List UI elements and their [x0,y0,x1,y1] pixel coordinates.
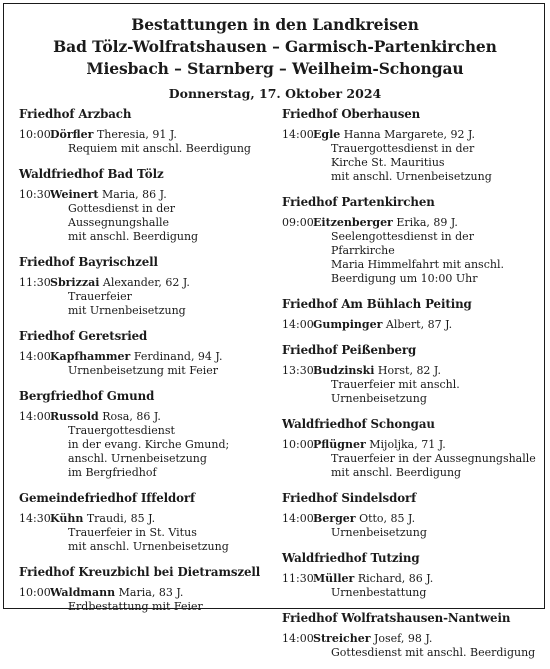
entry-detail-line: Trauerfeier in der Aussegnungshalle [331,452,536,465]
entry-detail-row [282,142,540,156]
entry-body [50,128,271,142]
entry-detail-row [19,216,271,230]
entry-detail-line: anschl. Urnenbeisetzung [68,452,207,465]
entry-surname: Kapfhammer [50,350,131,363]
burial-entry [19,410,271,424]
entry-detail-row [19,142,271,156]
cemetery-name: Bergfriedhof Gmund [19,389,155,403]
entry-detail-line: Trauerfeier [68,290,132,303]
entry-body [313,128,540,142]
cemetery-section [282,341,540,406]
entry-given-name-age: Josef, 98 J. [374,632,433,645]
entry-detail-line: mit anschl. Beerdigung [331,466,462,479]
entry-given-name-age: Otto, 85 J. [359,512,416,525]
entry-body [50,276,271,290]
entry-detail-line: in der evang. Kirche Gmund; [68,438,230,451]
header-title-line-1: Bestattungen in den Landkreisen [131,15,419,34]
entry-surname: Weinert [50,188,99,201]
entry-given-name-age: Albert, 87 J. [385,318,453,331]
entry-body [50,350,271,364]
cemetery-name: Waldfriedhof Schongau [282,417,435,431]
entry-detail-line: Aussegnungshalle [68,216,169,229]
entry-detail-line: Trauerfeier in St. Vitus [68,526,197,539]
cemetery-section [282,489,540,540]
entry-surname: Kühn [50,512,84,525]
entry-time: 10:00 [282,438,314,451]
entry-time: 14:00 [282,512,314,525]
cemetery-section [19,253,271,318]
entry-surname: Russold [50,410,99,423]
entry-body [50,586,271,600]
entry-detail-row [19,304,271,318]
entry-time: 14:00 [19,350,51,363]
burial-entry [282,572,540,586]
entry-detail-row [19,290,271,304]
entry-surname: Sbrizzai [50,276,100,289]
cemetery-name: Friedhof Bayrischzell [19,255,158,269]
entry-detail-row [19,600,271,614]
burial-entry [282,512,540,526]
column-right [282,105,540,669]
cemetery-section [282,415,540,480]
entry-detail-row [282,586,540,600]
cemetery-section [19,489,271,554]
entry-time: 14:00 [282,318,314,331]
cemetery-section [282,105,540,184]
cemetery-name: Friedhof Geretsried [19,329,148,343]
entry-given-name-age: Maria, 86 J. [102,188,167,201]
entry-detail-row [282,230,540,258]
header-title-line-3: Miesbach – Starnberg – Weilheim-Schongau [86,59,464,78]
entry-given-name-age: Horst, 82 J. [377,364,441,377]
entry-detail-line: im Bergfriedhof [68,466,157,479]
entry-given-name-age: Ferdinand, 94 J. [133,350,223,363]
cemetery-name: Friedhof Kreuzbichl bei Dietramszell [19,565,261,579]
entry-surname: Müller [313,572,355,585]
entry-detail-line: Maria Himmelfahrt mit anschl. [331,258,504,271]
entry-body [313,632,540,646]
column-left [19,105,271,623]
entry-given-name-age: Erika, 89 J. [396,216,458,229]
entry-body [313,364,540,378]
entry-detail-line: mit Urnenbeisetzung [68,304,186,317]
entry-detail-line: mit anschl. Urnenbeisetzung [68,540,229,553]
entry-detail-line: Trauergottesdienst [68,424,175,437]
cemetery-section [19,165,271,244]
entry-time: 09:00 [282,216,314,229]
entry-detail-line: Beerdigung um 10:00 Uhr [331,272,478,285]
entry-detail-line: Requiem mit anschl. Beerdigung [68,142,251,155]
entry-given-name-age: Richard, 86 J. [357,572,434,585]
entry-detail-row [19,364,271,378]
cemetery-name: Friedhof Partenkirchen [282,195,435,209]
entry-detail-row [19,438,271,452]
entry-detail-line: Erdbestattung mit Feier [68,600,203,613]
entry-detail-line: Gottesdienst mit anschl. Beerdigung [331,646,536,659]
entry-given-name-age: Traudi, 85 J. [86,512,156,525]
entry-time: 14:30 [19,512,51,525]
burial-entry [282,438,540,452]
cemetery-section [19,105,271,156]
entry-detail-row [19,526,271,540]
entry-detail-row [282,170,540,184]
entry-detail-line: Seelengottesdienst in der Pfarrkirche [331,230,474,257]
burial-entry [282,364,540,378]
entry-body [313,216,540,230]
cemetery-section [282,193,540,286]
entry-detail-row [282,258,540,272]
burial-entry [19,586,271,600]
entry-time: 11:30 [19,276,51,289]
cemetery-name: Waldfriedhof Tutzing [282,551,420,565]
entry-detail-line: Trauerfeier mit anschl. [331,378,460,391]
entry-surname: Pflügner [313,438,366,451]
cemetery-name: Gemeindefriedhof Iffeldorf [19,491,195,505]
entry-given-name-age: Mijoljka, 71 J. [369,438,446,451]
cemetery-name: Friedhof Sindelsdorf [282,491,417,505]
entry-body [50,512,271,526]
burial-entry [19,350,271,364]
entry-time: 14:00 [19,410,51,423]
entry-detail-row [282,526,540,540]
entry-detail-line: Urnenbeisetzung [331,526,427,539]
entry-detail-row [19,452,271,466]
cemetery-name: Friedhof Wolfratshausen-Nantwein [282,611,511,625]
entry-detail-line: mit anschl. Urnenbeisetzung [331,170,492,183]
entry-surname: Eitzenberger [313,216,393,229]
entry-detail-line: Kirche St. Mauritius [331,156,445,169]
entry-detail-row [282,452,540,466]
burial-entry [282,216,540,230]
entry-given-name-age: Maria, 83 J. [118,586,184,599]
entry-surname: Berger [313,512,356,525]
entry-detail-line: Trauergottesdienst in der [331,142,475,155]
burial-entry [282,128,540,142]
entry-time: 13:30 [282,364,314,377]
entry-detail-row [282,392,540,406]
cemetery-name: Friedhof Peißenberg [282,343,417,357]
entry-detail-row [282,272,540,286]
entry-detail-row [282,156,540,170]
burial-entry [19,128,271,142]
entry-detail-row [282,466,540,480]
header-date: Donnerstag, 17. Oktober 2024 [168,86,382,101]
entry-detail-row [19,540,271,554]
entry-detail-line: Urnenbestattung [331,586,427,599]
entry-time: 10:00 [19,586,51,599]
cemetery-section [282,609,540,660]
entry-detail-row [282,646,540,660]
entry-surname: Budzinski [313,364,375,377]
burial-entry [19,512,271,526]
entry-body [313,572,540,586]
entry-body [313,438,540,452]
entry-body [50,188,271,202]
cemetery-section [19,387,271,480]
entry-detail-row [19,230,271,244]
cemetery-name: Friedhof Am Bühlach Peiting [282,297,472,311]
cemetery-section [282,549,540,600]
entry-detail-row [282,378,540,392]
entry-given-name-age: Alexander, 62 J. [102,276,190,289]
header-title-line-2: Bad Tölz-Wolfratshausen – Garmisch-Partenkirchen [53,37,497,56]
entry-surname: Streicher [313,632,371,645]
entry-time: 14:00 [282,632,314,645]
cemetery-name: Friedhof Oberhausen [282,107,421,121]
entry-detail-line: Urnenbeisetzung mit Feier [68,364,219,377]
entry-detail-row [19,466,271,480]
entry-detail-line: mit anschl. Beerdigung [68,230,199,243]
entry-body [313,318,540,332]
entry-surname: Dörfler [50,128,94,141]
entry-detail-row [19,202,271,216]
page-header [0,14,550,103]
entry-time: 11:30 [282,572,314,585]
entry-time: 10:00 [19,128,51,141]
burial-entry [19,276,271,290]
entry-given-name-age: Hanna Margarete, 92 J. [343,128,476,141]
burial-entry [282,318,540,332]
cemetery-section [19,563,271,614]
entry-given-name-age: Rosa, 86 J. [102,410,161,423]
entry-time: 10:30 [19,188,51,201]
cemetery-name: Waldfriedhof Bad Tölz [19,167,164,181]
entry-body [50,410,271,424]
entry-surname: Egle [313,128,341,141]
entry-detail-row [19,424,271,438]
entry-detail-line: Gottesdienst in der [68,202,176,215]
entry-given-name-age: Theresia, 91 J. [96,128,177,141]
entry-detail-line: Urnenbeisetzung [331,392,427,405]
entry-body [313,512,540,526]
cemetery-name: Friedhof Arzbach [19,107,132,121]
burial-entry [282,632,540,646]
entry-surname: Waldmann [50,586,116,599]
entry-surname: Gumpinger [313,318,383,331]
cemetery-section [19,327,271,378]
entry-time: 14:00 [282,128,314,141]
cemetery-section [282,295,540,332]
burial-entry [19,188,271,202]
